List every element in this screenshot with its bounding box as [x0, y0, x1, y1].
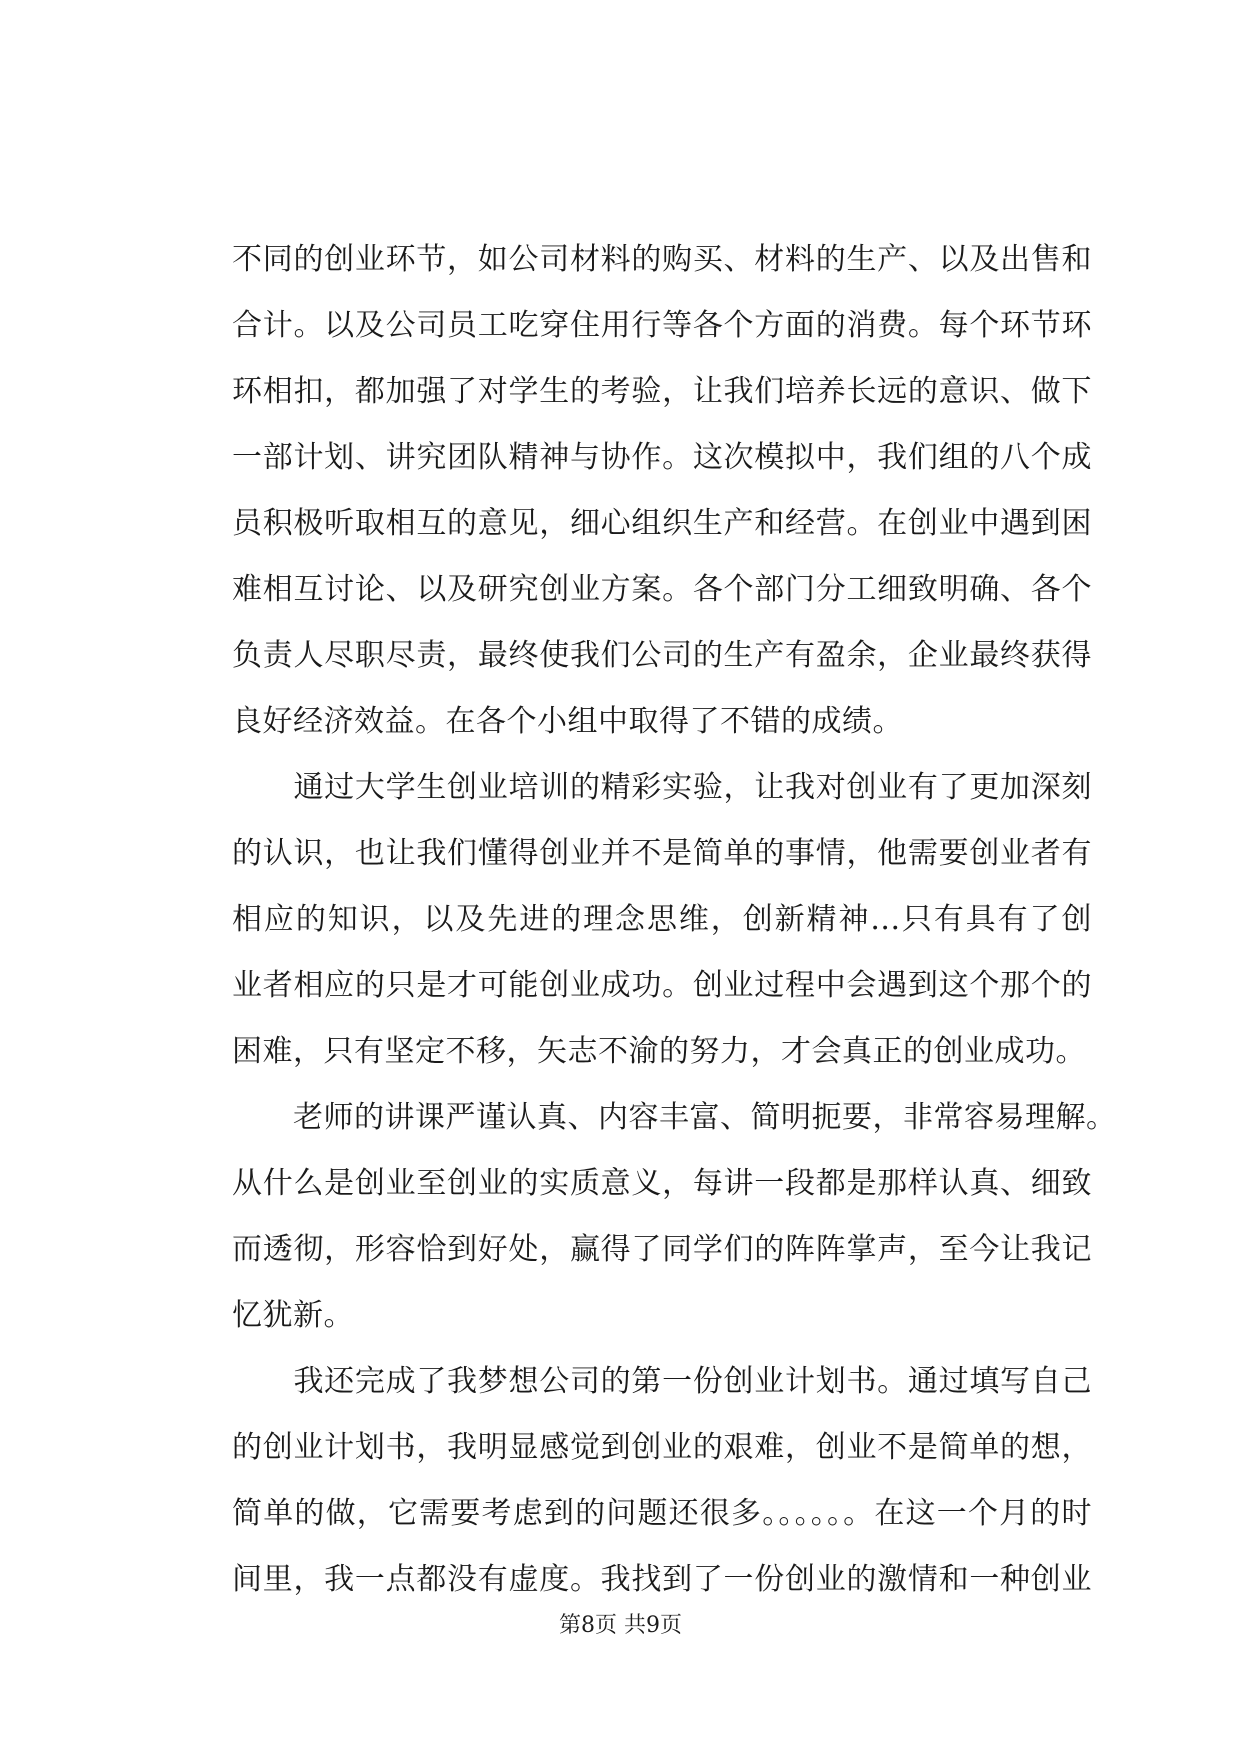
text-line: 负责人尽职尽责，最终使我们公司的生产有盈余，企业最终获得 — [232, 638, 1092, 673]
text-line: 难相互讨论、以及研究创业方案。各个部门分工细致明确、各个 — [232, 572, 1092, 607]
text-line: 我还完成了我梦想公司的第一份创业计划书。通过填写自己 — [232, 1364, 1092, 1399]
text-line: 业者相应的只是才可能创业成功。创业过程中会遇到这个那个的 — [232, 968, 1092, 1003]
text-line: 的创业计划书，我明显感觉到创业的艰难，创业不是简单的想， — [232, 1430, 1092, 1465]
text-line: 一部计划、讲究团队精神与协作。这次模拟中，我们组的八个成 — [232, 440, 1092, 475]
text-line: 而透彻，形容恰到好处，赢得了同学们的阵阵掌声，至今让我记 — [232, 1232, 1092, 1267]
text-line: 环相扣，都加强了对学生的考验，让我们培养长远的意识、做下 — [232, 374, 1092, 409]
text-line: 相应的知识，以及先进的理念思维，创新精神...只有具有了创 — [232, 902, 1092, 937]
body-text — [232, 227, 1117, 1613]
text-line: 老师的讲课严谨认真、内容丰富、简明扼要，非常容易理解。 — [232, 1100, 1117, 1135]
text-line: 不同的创业环节，如公司材料的购买、材料的生产、以及出售和 — [232, 242, 1092, 277]
text-line: 良好经济效益。在各个小组中取得了不错的成绩。 — [232, 704, 903, 739]
text-line: 困难，只有坚定不移，矢志不渝的努力，才会真正的创业成功。 — [232, 1034, 1086, 1069]
text-line: 合计。以及公司员工吃穿住用行等各个方面的消费。每个环节环 — [232, 308, 1092, 343]
text-line: 员积极听取相互的意见，细心组织生产和经营。在创业中遇到困 — [232, 506, 1092, 541]
text-line: 间里，我一点都没有虚度。我找到了一份创业的激情和一种创业 — [232, 1562, 1092, 1597]
text-line: 简单的做，它需要考虑到的问题还很多。。。。。。在这一个月的时 — [232, 1496, 1092, 1531]
text-line: 通过大学生创业培训的精彩实验，让我对创业有了更加深刻 — [232, 770, 1092, 805]
text-line: 的认识，也让我们懂得创业并不是简单的事情，他需要创业者有 — [232, 836, 1092, 871]
page-number-footer: 第8页 共9页 — [559, 1613, 682, 1638]
text-line: 从什么是创业至创业的实质意义，每讲一段都是那样认真、细致 — [232, 1166, 1092, 1201]
text-line: 忆犹新。 — [232, 1298, 354, 1333]
